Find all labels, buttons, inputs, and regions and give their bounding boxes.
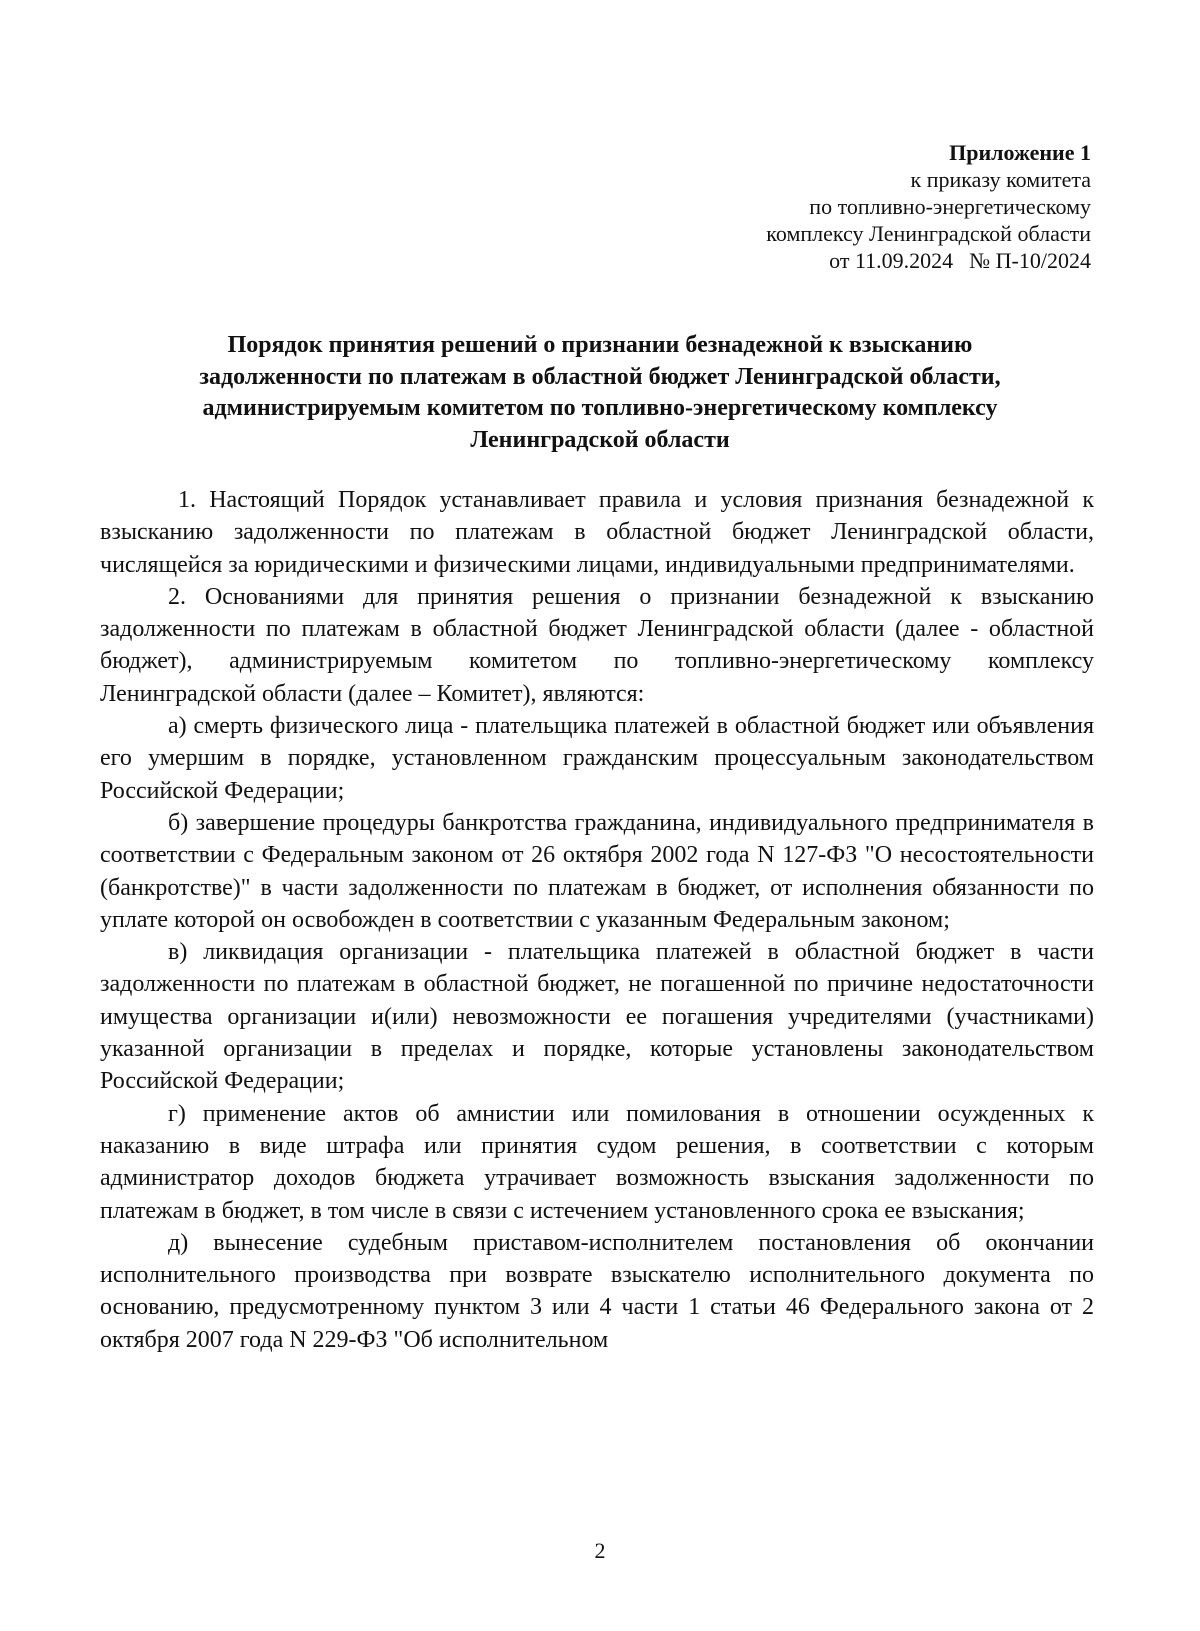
annex-title: Приложение 1 (949, 140, 1091, 165)
annex-line: комплексу Ленинградской области (766, 221, 1091, 246)
document-title (100, 330, 1100, 456)
subitem-g: г) применение актов об амнистии или помилования в отношении осужденных к наказанию в виде штрафа или принятия судом решения, в соответствии с которым администратор доходов бюджета утрачивает возможность взыскания задолженности по платежам в бюджет, в том числе в связи с истечением установленного срока ее взыскания; (100, 1100, 1094, 1224)
subitem-b: б) завершение процедуры банкротства гражданина, индивидуального предпринимателя в соответствии с Федеральным законом от 26 октября 2002 года N 127-ФЗ "О несостоятельности (банкротстве)" в части задолженности по платежам в бюджет, от исполнения обязанности по уплате которой он освобожден в соответствии с указанным Федеральным законом; (100, 809, 1094, 933)
title-line: администрируемым комитетом по топливно-энергетическому комплексу (202, 395, 998, 421)
paragraph-1: 1. Настоящий Порядок устанавливает правила и условия признания безнадежной к взысканию задолженности по платежам в областной бюджет Ленинградской области, числящейся за юридическими и физическими лицами, индивидуальными предпринимателями. (100, 487, 1094, 578)
annex-header (631, 139, 1091, 274)
annex-line: по топливно-энергетическому (809, 194, 1091, 219)
paragraph-2: 2. Основаниями для принятия решения о признании безнадежной к взысканию задолженности по платежам в областной бюджет Ленинградской области (далее - областной бюджет), администрируемым комитетом по топливно-энергетическому комплексу Ленинградской области (далее – Комитет), являются: (100, 583, 1094, 707)
subitem-d: д) вынесение судебным приставом-исполнителем постановления об окончании исполнительного производства при возврате взыскателю исполнительного документа по основанию, предусмотренному пунктом 3 или 4 части 1 статьи 46 Федерального закона от 2 октября 2007 года N 229-ФЗ "Об исполнительном (100, 1229, 1094, 1353)
page-number: 2 (594, 1538, 606, 1563)
document-body (100, 484, 1094, 1356)
order-number: № П-10/2024 (969, 248, 1091, 273)
subitem-a: а) смерть физического лица - плательщика платежей в областной бюджет или объявления его умершим в порядке, установленном гражданским процессуальным законодательством Российской Федерации; (100, 713, 1094, 804)
annex-line: к приказу комитета (910, 167, 1091, 192)
subitem-v: в) ликвидация организации - плательщика платежей в областной бюджет в части задолженности по платежам в областной бюджет, не погашенной по причине недостаточности имущества организации и(или) невозможности ее погашения учредителями (участниками) указанной организации в пределах и порядке, которые установлены законодательством Российской Федерации; (100, 939, 1094, 1095)
order-date: от 11.09.2024 (829, 248, 954, 273)
title-line: задолженности по платежам в областной бюджет Ленинградской области, (199, 363, 1001, 390)
title-line: Порядок принятия решений о признании безнадежной к взысканию (227, 332, 973, 358)
title-line: Ленинградской области (470, 426, 730, 453)
annex-date-line (631, 247, 1091, 274)
